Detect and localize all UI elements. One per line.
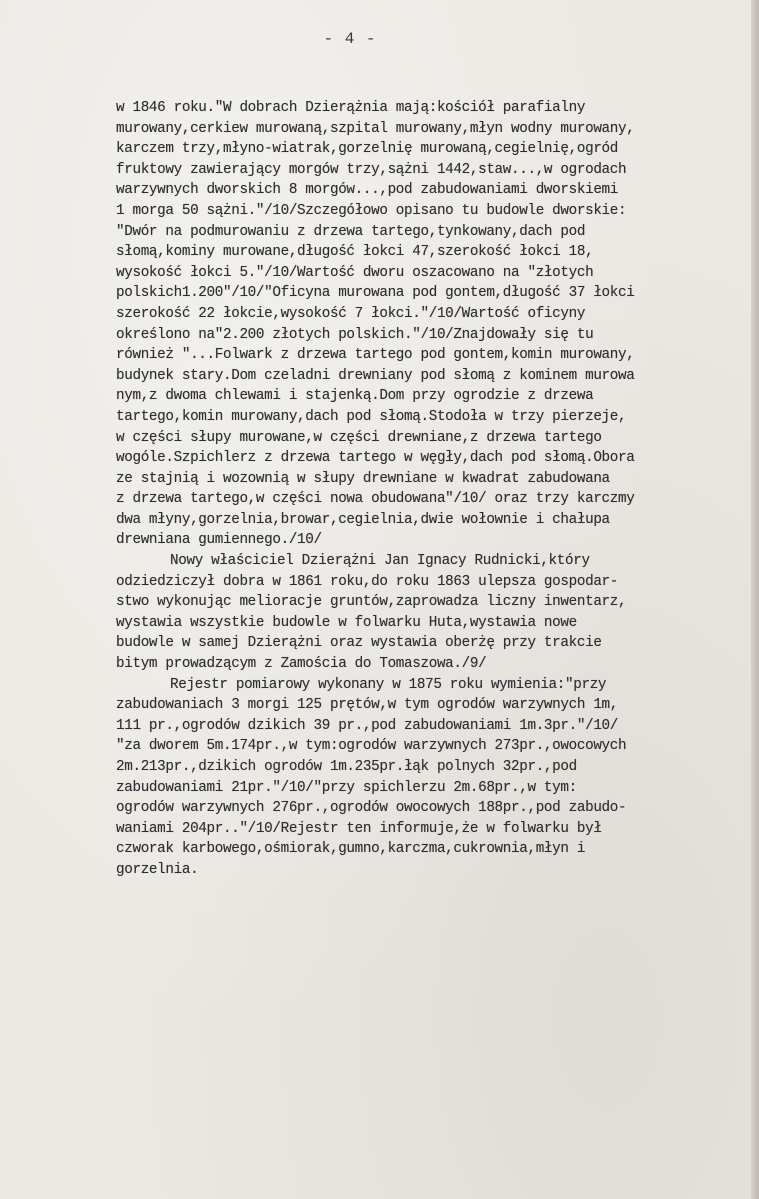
text-line: karczem trzy,młyno-wiatrak,gorzelnię murowaną,cegielnię,ogród [116, 141, 619, 158]
text-line: gorzelnia. [116, 861, 199, 878]
page-number: - 4 - [323, 30, 377, 48]
text-line: polskich1.200"/10/"Oficyna murowana pod gontem,długość 37 łokci [116, 285, 635, 302]
text-line: czworak karbowego,ośmiorak,gumno,karczma,cukrownia,młyn i [116, 841, 586, 858]
text-line: szerokość 22 łokcie,wysokość 7 łokci."/10/Wartość oficyny [116, 305, 586, 322]
text-line: w części słupy murowane,w części drewniane,z drzewa tartego [116, 429, 602, 446]
text-line: drewniana gumiennego./10/ [116, 532, 322, 549]
text-line: również "...Folwark z drzewa tartego pod gontem,komin murowany, [116, 347, 635, 364]
body-text [116, 98, 756, 881]
text-line: zabudowaniach 3 morgi 125 prętów,w tym ogrodów warzywnych 1m, [116, 697, 619, 714]
text-line: wogóle.Szpichlerz z drzewa tartego w węgły,dach pod słomą.Obora [116, 450, 635, 467]
text-line: nym,z dwoma chlewami i stajenką.Dom przy ogrodzie z drzewa [116, 388, 594, 405]
text-line: budynek stary.Dom czeladni drewniany pod słomą z kominem murowa [116, 367, 635, 384]
text-line: Nowy właściciel Dzierążni Jan Ignacy Rudnicki,który [170, 553, 590, 570]
text-line: wystawia wszystkie budowle w folwarku Huta,wystawia nowe [116, 614, 577, 631]
text-line: odziedziczył dobra w 1861 roku,do roku 1863 ulepsza gospodar- [116, 573, 619, 590]
text-line: w 1846 roku."W dobrach Dzierążnia mają:kościół parafialny [116, 100, 586, 116]
text-line: fruktowy zawierający morgów trzy,sążni 1442,staw...,w ogrodach [116, 161, 627, 178]
text-line: słomą,kominy murowane,długość łokci 47,szerokość łokci 18, [116, 244, 594, 261]
text-line: z drzewa tartego,w części nowa obudowana"/10/ oraz trzy karczmy [116, 491, 635, 508]
text-line: "za dworem 5m.174pr.,w tym:ogrodów warzywnych 273pr.,owocowych [116, 738, 627, 755]
text-line: stwo wykonując melioracje gruntów,zaprowadza liczny inwentarz, [116, 594, 627, 611]
text-line: ogrodów warzywnych 276pr.,ogrodów owocowych 188pr.,pod zabudo- [116, 800, 627, 817]
text-line: bitym prowadzącym z Zamościa do Tomaszowa./9/ [116, 656, 487, 673]
text-line: dwa młyny,gorzelnia,browar,cegielnia,dwie wołownie i chałupa [116, 511, 610, 528]
text-line: zabudowaniami 21pr."/10/"przy spichlerzu 2m.68pr.,w tym: [116, 779, 577, 796]
text-line: waniami 204pr.."/10/Rejestr ten informuje,że w folwarku był [116, 820, 602, 837]
text-line: określono na"2.200 złotych polskich."/10/Znajdowały się tu [116, 326, 594, 343]
text-line: budowle w samej Dzierążni oraz wystawia oberżę przy trakcie [116, 635, 602, 652]
text-line: warzywnych dworskich 8 morgów...,pod zabudowaniami dworskiemi [116, 182, 619, 199]
text-line: tartego,komin murowany,dach pod słomą.Stodoła w trzy pierzeje, [116, 408, 627, 425]
text-line: ze stajnią i wozownią w słupy drewniane w kwadrat zabudowana [116, 470, 610, 487]
text-line: wysokość łokci 5."/10/Wartość dworu oszacowano na "złotych [116, 264, 594, 281]
text-line: "Dwór na podmurowaniu z drzewa tartego,tynkowany,dach pod [116, 223, 586, 240]
text-line: 111 pr.,ogrodów dzikich 39 pr.,pod zabudowaniami 1m.3pr."/10/ [116, 717, 619, 734]
text-line: 2m.213pr.,dzikich ogrodów 1m.235pr.łąk polnych 32pr.,pod [116, 759, 577, 775]
text-line: 1 morga 50 sążni."/10/Szczegółowo opisano tu budowle dworskie: [116, 202, 627, 219]
text-line: Rejestr pomiarowy wykonany w 1875 roku wymienia:"przy [170, 676, 607, 693]
text-line: murowany,cerkiew murowaną,szpital murowany,młyn wodny murowany, [116, 120, 635, 137]
